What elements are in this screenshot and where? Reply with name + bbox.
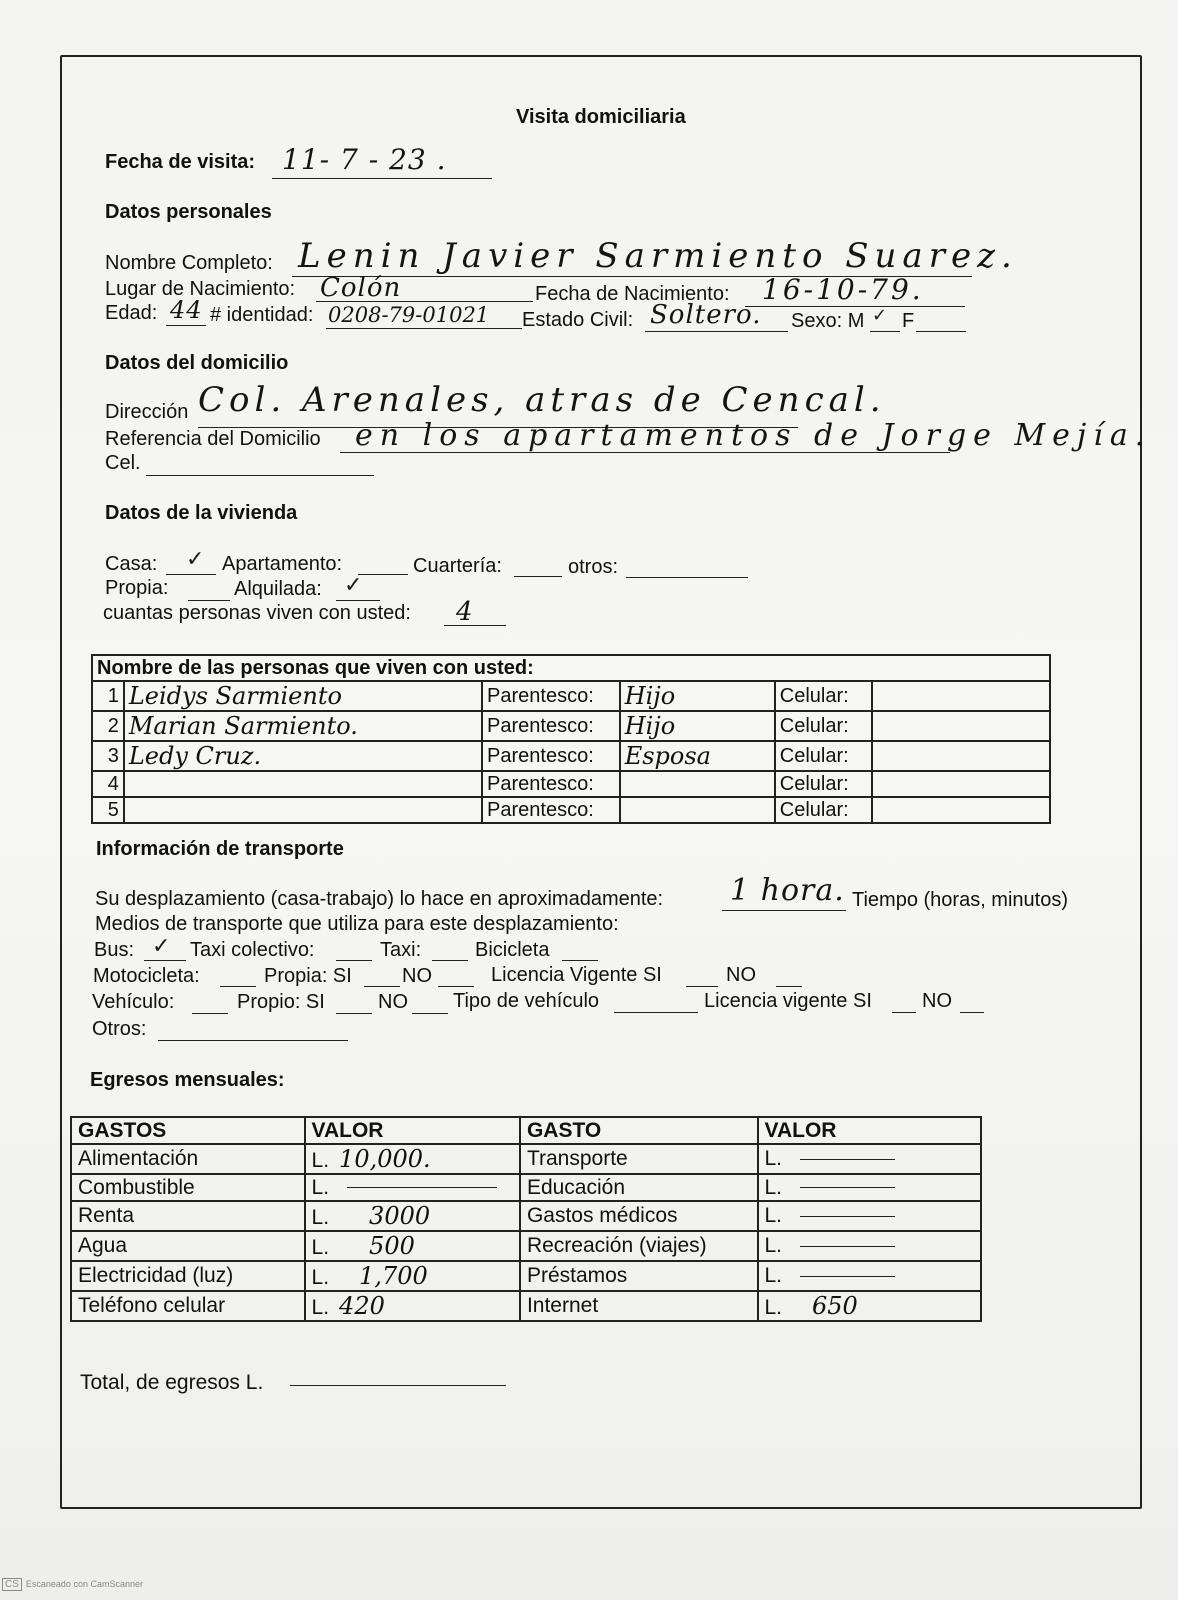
person-name: Ledy Cruz. — [124, 741, 482, 771]
housing-otros-label: otros: — [568, 556, 619, 578]
currency: L. — [764, 1234, 783, 1257]
taxi-label: Taxi: — [380, 939, 422, 961]
vehiculo-no-label: NO — [378, 991, 408, 1013]
expense-value: 500 — [369, 1232, 415, 1260]
alquilada-check-icon: ✓ — [344, 572, 363, 597]
vehiculo-label: Vehículo: — [92, 991, 175, 1013]
relation-label: Parentesco: — [482, 797, 620, 823]
row-number: 3 — [92, 741, 124, 771]
expense-name: Transporte — [520, 1144, 758, 1174]
expense-value: 10,000. — [339, 1145, 431, 1173]
row-number: 1 — [92, 681, 124, 711]
currency: L. — [764, 1204, 783, 1227]
currency: L. — [764, 1264, 783, 1287]
cell-value — [872, 797, 1050, 823]
cell-value — [872, 681, 1050, 711]
table-row — [92, 797, 1050, 823]
currency: L. — [311, 1175, 330, 1199]
cell-value — [872, 711, 1050, 741]
expense-name: Combustible — [71, 1174, 305, 1201]
relation-label: Parentesco: — [482, 681, 620, 711]
taxi-colectivo-label: Taxi colectivo: — [190, 939, 315, 961]
tipo-vehiculo-label: Tipo de vehículo — [453, 990, 600, 1012]
table-row — [71, 1144, 981, 1174]
expense-name: Teléfono celular — [71, 1291, 305, 1321]
row-number: 2 — [92, 711, 124, 741]
propia-label: Propia: — [105, 577, 169, 599]
moto-licencia-label: Licencia Vigente SI — [491, 964, 662, 986]
currency: L. — [311, 1149, 330, 1172]
people-count-value: 4 — [456, 597, 474, 627]
relation-label: Parentesco: — [482, 741, 620, 771]
currency: L. — [311, 1206, 330, 1229]
commute-value: 1 hora. — [730, 873, 845, 908]
row-number: 5 — [92, 797, 124, 823]
sex-f-label: F — [902, 310, 915, 332]
address-label: Dirección — [105, 401, 189, 423]
civil-status-value: Soltero. — [650, 300, 762, 330]
vehiculo-licencia-no-label: NO — [922, 990, 952, 1012]
table-row — [71, 1174, 981, 1201]
currency: L. — [764, 1296, 783, 1319]
expense-name: Alimentación — [71, 1144, 305, 1174]
expense-value: 650 — [812, 1292, 858, 1320]
moto-no-label: NO — [402, 965, 432, 987]
alquilada-label: Alquilada: — [234, 578, 322, 600]
personal-heading: Datos personales — [105, 201, 272, 223]
bus-check-icon: ✓ — [152, 933, 171, 958]
currency: L. — [764, 1175, 783, 1199]
expense-name: Renta — [71, 1201, 305, 1231]
address-value: Col. Arenales, atras de Cencal. — [198, 380, 886, 420]
col-valor-header: VALOR — [305, 1117, 520, 1144]
person-name — [124, 771, 482, 797]
expense-value: 420 — [339, 1292, 385, 1320]
sex-label: Sexo: M — [791, 310, 865, 332]
id-label: # identidad: — [210, 304, 314, 326]
people-table — [91, 654, 1051, 824]
relation-label: Parentesco: — [482, 711, 620, 741]
apartamento-label: Apartamento: — [222, 553, 343, 575]
table-row — [71, 1261, 981, 1291]
expense-name: Electricidad (luz) — [71, 1261, 305, 1291]
total-label: Total, de egresos L. — [80, 1371, 264, 1394]
home-heading: Datos del domicilio — [105, 352, 289, 374]
moto-propia-label: Propia: SI — [264, 965, 352, 987]
cell-label: Celular: — [775, 681, 873, 711]
expense-name: Gastos médicos — [520, 1201, 758, 1231]
table-row — [92, 681, 1050, 711]
col-gasto-header: GASTO — [520, 1117, 758, 1144]
people-table-header: Nombre de las personas que viven con usted: — [92, 655, 1050, 681]
relation-value — [620, 771, 775, 797]
birthplace-label: Lugar de Nacimiento: — [105, 278, 296, 300]
bicicleta-label: Bicicleta — [475, 939, 550, 961]
full-name-label: Nombre Completo: — [105, 252, 273, 274]
bus-label: Bus: — [94, 939, 135, 961]
means-label: Medios de transporte que utiliza para este desplazamiento: — [95, 913, 619, 935]
table-row — [92, 771, 1050, 797]
cel-label: Cel. — [105, 452, 141, 474]
currency: L. — [311, 1266, 330, 1289]
col-valor2-header: VALOR — [758, 1117, 982, 1144]
currency: L. — [311, 1236, 330, 1259]
person-name: Marian Sarmiento. — [124, 711, 482, 741]
id-value: 0208-79-01021 — [328, 303, 490, 327]
people-count-label: cuantas personas viven con usted: — [103, 602, 411, 624]
expense-name: Agua — [71, 1231, 305, 1261]
transport-heading: Información de transporte — [96, 838, 344, 860]
person-name — [124, 797, 482, 823]
table-row — [71, 1291, 981, 1321]
sex-m-check-icon: ✓ — [872, 305, 888, 325]
expense-name: Préstamos — [520, 1261, 758, 1291]
reference-label: Referencia del Domicilio — [105, 428, 321, 450]
casa-label: Casa: — [105, 553, 158, 575]
expense-value: 1,700 — [359, 1262, 428, 1290]
reference-value: en los apartamentos de Jorge Mejía. — [355, 418, 1152, 453]
visit-date-value: 11- 7 - 23 . — [282, 143, 447, 176]
cell-value — [872, 741, 1050, 771]
relation-label: Parentesco: — [482, 771, 620, 797]
casa-check-icon: ✓ — [186, 546, 205, 571]
vehiculo-licencia-label: Licencia vigente SI — [704, 990, 872, 1012]
table-row — [92, 741, 1050, 771]
relation-value: Hijo — [620, 711, 775, 741]
table-row — [92, 711, 1050, 741]
age-value: 44 — [170, 296, 203, 324]
visit-date-label: Fecha de visita: — [105, 151, 256, 173]
form-title: Visita domiciliaria — [516, 106, 686, 128]
commute-unit: Tiempo (horas, minutos) — [852, 889, 1068, 911]
birthplace-value: Colón — [320, 273, 402, 303]
table-row — [71, 1231, 981, 1261]
expense-name: Internet — [520, 1291, 758, 1321]
relation-value — [620, 797, 775, 823]
expenses-heading: Egresos mensuales: — [90, 1069, 285, 1091]
person-name: Leidys Sarmiento — [124, 681, 482, 711]
full-name-value: Lenin Javier Sarmiento Suarez. — [298, 236, 1018, 276]
table-row — [71, 1201, 981, 1231]
transport-otros-label: Otros: — [92, 1018, 147, 1040]
cuarteria-label: Cuartería: — [413, 555, 502, 577]
birthdate-label: Fecha de Nacimiento: — [535, 283, 730, 305]
col-gastos-header: GASTOS — [71, 1117, 305, 1144]
cell-label: Celular: — [775, 797, 873, 823]
birthdate-value: 16-10-79. — [762, 273, 924, 306]
moto-label: Motocicleta: — [93, 965, 200, 987]
moto-licencia-no-label: NO — [726, 964, 756, 986]
cell-value — [872, 771, 1050, 797]
currency: L. — [764, 1147, 783, 1170]
age-label: Edad: — [105, 302, 158, 324]
relation-value: Esposa — [620, 741, 775, 771]
relation-value: Hijo — [620, 681, 775, 711]
expense-name: Educación — [520, 1174, 758, 1201]
row-number: 4 — [92, 771, 124, 797]
commute-label: Su desplazamiento (casa-trabajo) lo hace en aproximadamente: — [95, 888, 664, 910]
cell-label: Celular: — [775, 741, 873, 771]
currency: L. — [311, 1296, 330, 1319]
cell-label: Celular: — [775, 771, 873, 797]
expense-name: Recreación (viajes) — [520, 1231, 758, 1261]
scanner-watermark: CS Escaneado con CamScanner — [2, 1578, 143, 1591]
expenses-table — [70, 1116, 982, 1322]
expense-value: 3000 — [369, 1202, 431, 1230]
vehiculo-propio-label: Propio: SI — [237, 991, 325, 1013]
housing-heading: Datos de la vivienda — [105, 502, 298, 524]
civil-status-label: Estado Civil: — [522, 309, 634, 331]
cell-label: Celular: — [775, 711, 873, 741]
